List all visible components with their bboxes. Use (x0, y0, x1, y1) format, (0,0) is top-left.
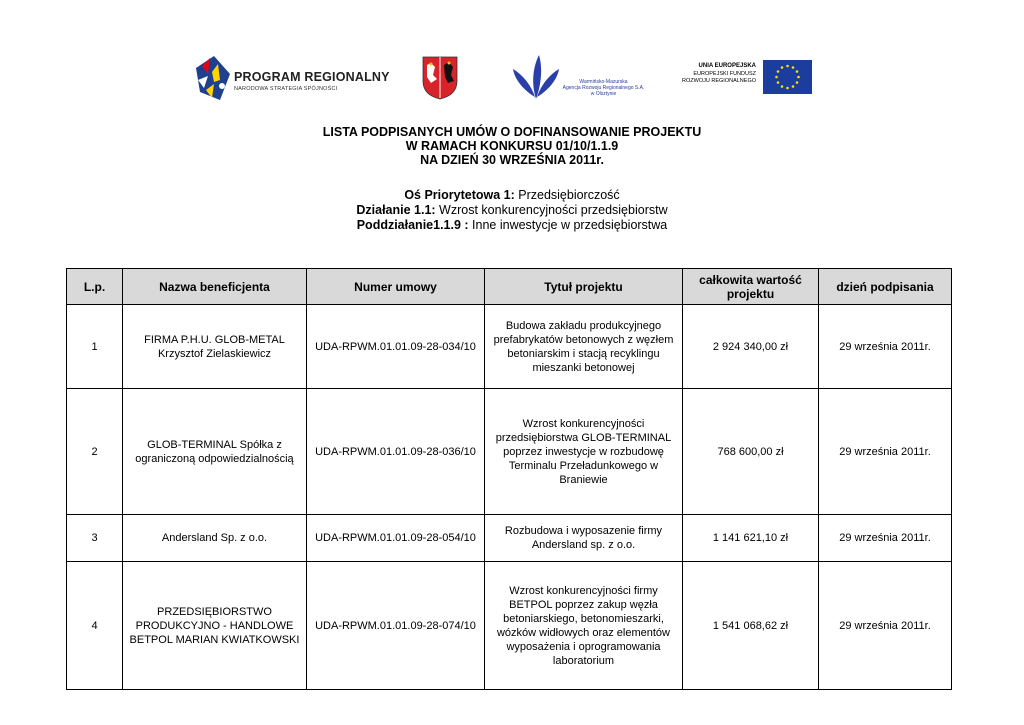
cell-lp: 3 (67, 515, 123, 562)
cell-contract: UDA-RPWM.01.01.09-28-034/10 (307, 305, 485, 389)
cell-beneficiary: Andersland Sp. z o.o. (123, 515, 307, 562)
cell-beneficiary: PRZEDSIĘBIORSTWO PRODUKCYJNO - HANDLOWE BETPOL MARIAN KWIATKOWSKI (123, 562, 307, 690)
table-row (67, 562, 952, 690)
cell-contract: UDA-RPWM.01.01.09-28-036/10 (307, 389, 485, 515)
subaction-label: Poddziałanie1.1.9 : (356, 218, 469, 232)
program-star-icon (196, 54, 232, 100)
cell-title: Rozbudowa i wyposazenie firmy Andersland sp. z o.o. (485, 515, 683, 562)
cell-value: 1 141 621,10 zł (683, 515, 819, 562)
cell-value: 768 600,00 zł (683, 389, 819, 515)
cell-value: 1 541 068,62 zł (683, 562, 819, 690)
logo-bar (0, 50, 1024, 110)
cell-lp: 4 (67, 562, 123, 690)
eu-line3: ROZWOJU REGIONALNEGO (682, 78, 756, 84)
agency-line2: Agencja Rozwoju Regionalnego S.A. (562, 85, 645, 91)
priority-axis (0, 188, 1024, 203)
cell-beneficiary: GLOB-TERMINAL Spółka z ograniczoną odpowiedzialnością (123, 389, 307, 515)
action (0, 203, 1024, 218)
cell-title: Budowa zakładu produkcyjnego prefabrykatów betonowych z węzłem betoniarskim i stacją recyklingu mieszanki betonowej (485, 305, 683, 389)
table-row (67, 389, 952, 515)
cell-lp: 1 (67, 305, 123, 389)
priority-label: Oś Priorytetowa 1: (404, 188, 515, 202)
priority-value: Przedsiębiorczość (514, 188, 620, 202)
coat-of-arms-logo (421, 55, 459, 100)
coat-of-arms-icon (421, 55, 459, 100)
header-title: Tytuł projektu (485, 269, 683, 305)
subaction (0, 218, 1024, 233)
document-title (0, 125, 1024, 167)
eu-line2: EUROPEJSKI FUNDUSZ (693, 70, 756, 77)
cell-date: 29 września 2011r. (819, 389, 952, 515)
subaction-value: Inne inwestycje w przedsiębiorstwa (468, 218, 668, 232)
header-contract: Numer umowy (307, 269, 485, 305)
agency-text (561, 79, 646, 97)
header-beneficiary: Nazwa beneficjenta (123, 269, 307, 305)
title-line-2: W RAMACH KONKURSU 01/10/1.1.9 (405, 139, 619, 153)
cell-beneficiary: FIRMA P.H.U. GLOB-METAL Krzysztof Zielaskiewicz (123, 305, 307, 389)
cell-title: Wzrost konkurencyjności przedsiębiorstwa GLOB-TERMINAL poprzez inwestycje w rozbudowę Terminalu Przeładunkowego w Braniewie (485, 389, 683, 515)
program-details (0, 188, 1024, 233)
agency-line1: Warmińsko-Mazurska (579, 79, 628, 85)
cell-date: 29 września 2011r. (819, 305, 952, 389)
contracts-table (66, 268, 952, 690)
program-title: PROGRAM REGIONALNY (234, 70, 390, 84)
header-date: dzień podpisania (819, 269, 952, 305)
eu-flag-icon (763, 60, 812, 94)
program-subtitle: NARODOWA STRATEGIA SPÓJNOŚCI (234, 86, 338, 92)
eu-text (682, 63, 756, 86)
cell-date: 29 września 2011r. (819, 562, 952, 690)
table-row (67, 305, 952, 389)
title-line-3: NA DZIEŃ 30 WRZEŚNIA 2011r. (420, 153, 604, 167)
cell-title: Wzrost konkurencyjności firmy BETPOL poprzez zakup węzła betoniarskiego, betonomieszarki, wózków widłowych oraz elementów wyposażenia i oprogramowania laboratorium (485, 562, 683, 690)
action-label: Działanie 1.1: (356, 203, 436, 217)
table-header-row (67, 269, 952, 305)
cell-date: 29 września 2011r. (819, 515, 952, 562)
cell-value: 2 924 340,00 zł (683, 305, 819, 389)
action-value: Wzrost konkurencyjności przedsiębiorstw (435, 203, 668, 217)
agency-leaf-icon (511, 53, 561, 101)
program-regionalny-logo (196, 54, 390, 100)
agency-logo (511, 53, 646, 103)
eu-logo (660, 60, 812, 100)
cell-contract: UDA-RPWM.01.01.09-28-054/10 (307, 515, 485, 562)
table-row (67, 515, 952, 562)
eu-line1: UNIA EUROPEJSKA (698, 63, 756, 69)
title-line-1: LISTA PODPISANYCH UMÓW O DOFINANSOWANIE PROJEKTU (322, 125, 702, 139)
cell-lp: 2 (67, 389, 123, 515)
header-lp: L.p. (67, 269, 123, 305)
header-value: całkowita wartość projektu (683, 269, 819, 305)
cell-contract: UDA-RPWM.01.01.09-28-074/10 (307, 562, 485, 690)
agency-line3: w Olsztynie (590, 91, 617, 97)
